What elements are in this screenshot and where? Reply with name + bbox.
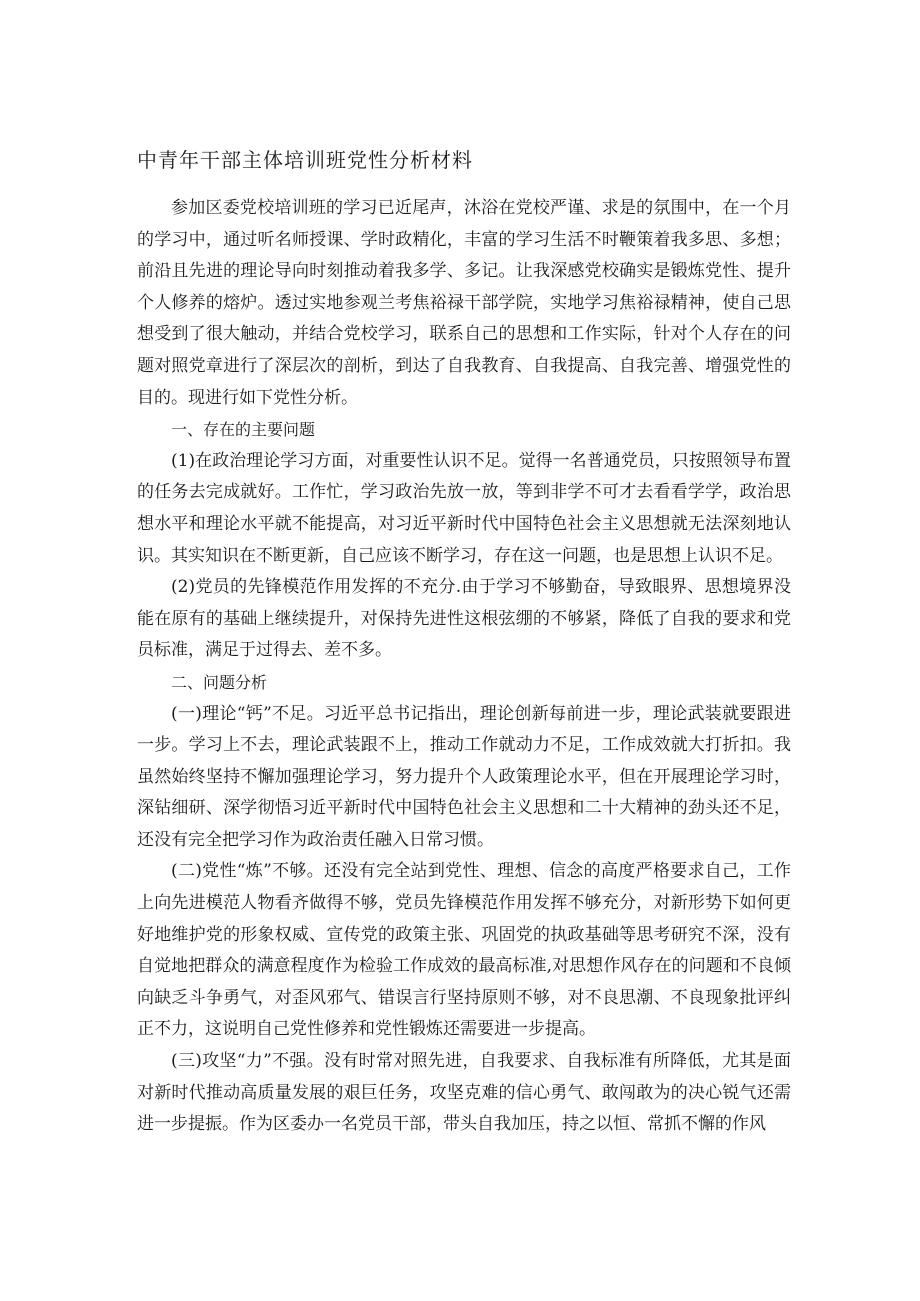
analysis-paragraph-3: (三)攻坚“力”不强。没有时常对照先进，自我要求、自我标准有所降低，尤其是面对新时代推动高质量发展的艰巨任务，攻坚克难的信心勇气、敢闯敢为的决心锐气还需进一步提振。作为区委办一名党员干部，带头自我加压，持之以恒、常抓不懈的作风 <box>137 1051 791 1135</box>
document-body <box>137 193 791 1141</box>
analysis-paragraph-1: (一)理论“钙”不足。习近平总书记指出，理论创新每前进一步，理论武装就要跟进一步。学习上不去，理论武装跟不上，推动工作就动力不足，工作成效就大打折扣。我虽然始终坚持不懈加强理论学习，努力提升个人政策理论水平，但在开展理论学习时，深钻细研、深学彻悟习近平新时代中国特色社会主义思想和二十大精神的劲头还不足，还没有完全把学习作为政治责任融入日常习惯。 <box>137 703 791 850</box>
document-title: 中青年干部主体培训班党性分析材料 <box>137 148 473 172</box>
intro-paragraph: 参加区委党校培训班的学习已近尾声，沐浴在党校严谨、求是的氛围中，在一个月的学习中，通过听名师授课、学时政精化，丰富的学习生活不时鞭策着我多思、多想；前沿且先进的理论导向时刻推动着我多学、多记。让我深感党校确实是锻炼党性、提升个人修养的熔炉。透过实地参观兰考焦裕禄干部学院，实地学习焦裕禄精神，使自己思想受到了很大触动，并结合党校学习，联系自己的思想和工作实际，针对个人存在的问题对照党章进行了深层次的剖析，到达了自我教育、自我提高、自我完善、增强党性的目的。现进行如下党性分析。 <box>137 198 791 408</box>
section-heading-problems: 一、存在的主要问题 <box>171 420 316 440</box>
section-heading-analysis: 二、问题分析 <box>171 672 268 692</box>
analysis-paragraph-2: (二)党性“炼”不够。还没有完全站到党性、理想、信念的高度严格要求自己，工作上向先进模范人物看齐做得不够，党员先锋模范作用发挥不够充分，对新形势下如何更好地维护党的形象权威、宣传党的政策主张、巩固党的执政基础等思考研究不深，没有自觉地把群众的满意程度作为检验工作成效的最高标准,对思想作风存在的问题和不良倾向缺乏斗争勇气，对歪风邪气、错误言行坚持原则不够，对不良思潮、不良现象批评纠正不力，这说明自己党性修养和党性锻炼还需要进一步提高。 <box>137 861 791 1040</box>
problem-paragraph-2: (2)党员的先锋模范作用发挥的不充分.由于学习不够勤奋，导致眼界、思想境界没能在原有的基础上继续提升，对保持先进性这根弦绷的不够紧，降低了自我的要求和党员标准，满足于过得去、差不多。 <box>137 577 791 661</box>
problem-paragraph-1: (1)在政治理论学习方面，对重要性认识不足。觉得一名普通党员，只按照领导布置的任务去完成就好。工作忙，学习政治先放一放，等到非学不可才去看看学学，政治思想水平和理论水平就不能提高，对习近平新时代中国特色社会主义思想就无法深刻地认识。其实知识在不断更新，自己应该不断学习，存在这一问题，也是思想上认识不足。 <box>137 450 791 566</box>
